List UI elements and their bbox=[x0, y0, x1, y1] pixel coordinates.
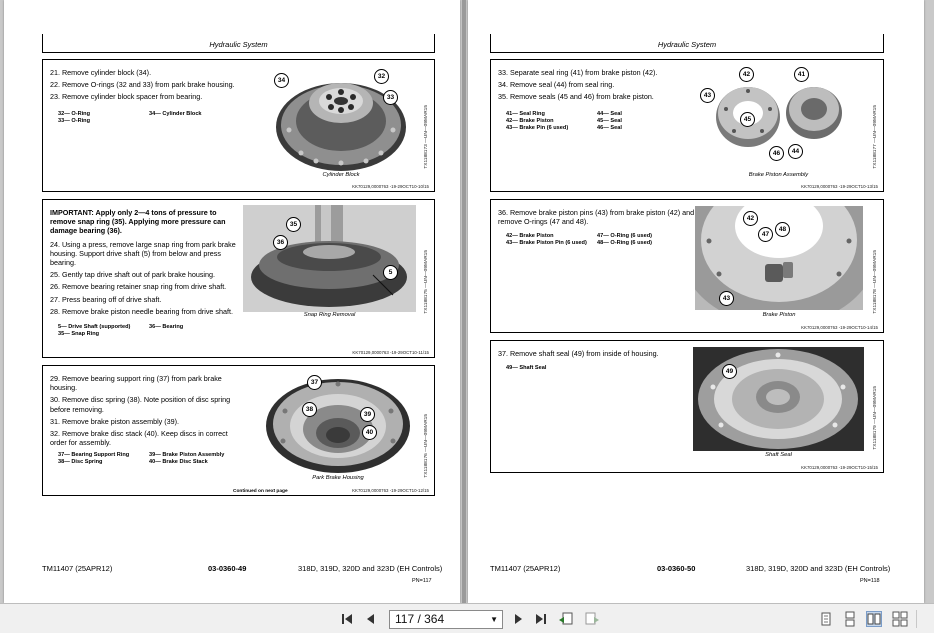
section-shaft-seal bbox=[490, 340, 884, 473]
page-header: Hydraulic System bbox=[490, 34, 884, 53]
figure-code: TX1188173 —UN—09MAR15 bbox=[424, 105, 429, 169]
callout-marker: 43 bbox=[719, 291, 734, 306]
continued-note: Continued on next page bbox=[233, 489, 288, 494]
footer-page-number: 03-0360-49 bbox=[208, 564, 247, 573]
reference-code: KK70129,0000763 -19-29OCT10-13/15 bbox=[801, 184, 878, 189]
step-text: 29. Remove bearing support ring (37) from park brake housing. bbox=[50, 374, 222, 393]
figure-caption: Shaft Seal bbox=[765, 452, 792, 458]
callout-marker: 34 bbox=[274, 73, 289, 88]
reference-code: KK70129,0000763 -19-29OCT10-12/15 bbox=[352, 488, 429, 493]
step-text: 27. Press bearing off of drive shaft. bbox=[50, 294, 162, 304]
footer-pn: PN=117 bbox=[412, 578, 432, 584]
footer-pn: PN=118 bbox=[860, 578, 880, 584]
step-text: 37. Remove shaft seal (49) from inside of housing. bbox=[498, 349, 659, 358]
first-page-icon[interactable] bbox=[340, 611, 356, 627]
callout-marker: 42 bbox=[743, 211, 758, 226]
step-text: 33. Separate seal ring (41) from brake piston (42). bbox=[498, 68, 658, 77]
reference-code: KK70129,0000763 -19-29OCT10-10/15 bbox=[352, 184, 429, 189]
figure-caption: Park Brake Housing bbox=[312, 475, 364, 481]
section-brake-piston bbox=[490, 199, 884, 333]
continuous-icon[interactable] bbox=[842, 611, 858, 627]
figure-code: TX1188177 —UN—09MAR15 bbox=[873, 105, 878, 169]
footer-models: 318D, 319D, 320D and 323D (EH Controls) bbox=[298, 564, 443, 573]
callout-marker: 48 bbox=[775, 222, 790, 237]
figure-caption: Cylinder Block bbox=[322, 172, 360, 178]
section-park-brake-housing bbox=[42, 365, 435, 496]
next-page-icon[interactable] bbox=[510, 611, 526, 627]
step-text: 25. Gently tap drive shaft out of park brake housing. bbox=[50, 270, 216, 280]
page-left bbox=[4, 0, 460, 603]
figure-caption: Brake Piston bbox=[762, 312, 796, 318]
chevron-down-icon: ▼ bbox=[490, 615, 498, 624]
callout-marker: 5 bbox=[383, 265, 398, 280]
prev-page-icon[interactable] bbox=[363, 611, 379, 627]
legend: 36— Bearing bbox=[149, 324, 184, 330]
step-text: 23. Remove cylinder block spacer from bearing. bbox=[50, 92, 203, 102]
step-text: 32. Remove brake disc stack (40). Keep discs in correct order for assembly. bbox=[50, 429, 228, 448]
legend: 34— Cylinder Block bbox=[149, 111, 202, 117]
go-forward-icon[interactable] bbox=[584, 611, 600, 627]
park-brake-housing-photo bbox=[263, 371, 413, 475]
viewer-toolbar bbox=[0, 603, 934, 633]
callout-marker: 49 bbox=[722, 364, 737, 379]
callout-marker: 44 bbox=[788, 144, 803, 159]
continuous-facing-icon[interactable] bbox=[892, 611, 908, 627]
reference-code: KK70129,0000763 -19-29OCT10-15/15 bbox=[801, 465, 878, 470]
step-text: 34. Remove seal (44) from seal ring. bbox=[498, 80, 615, 90]
step-text: 30. Remove disc spring (38). Note position of disc spring before removing. bbox=[50, 395, 231, 414]
step-text: 28. Remove brake piston needle bearing from drive shaft. bbox=[50, 306, 233, 316]
page-indicator: 117 / 364 bbox=[395, 612, 445, 626]
brake-piston-assembly-photo bbox=[696, 65, 861, 170]
step-text: 31. Remove brake piston assembly (39). bbox=[50, 416, 180, 426]
figure-caption: Snap Ring Removal bbox=[303, 312, 356, 318]
step-text: 36. Remove brake piston pins (43) from brake piston (42) and remove O-rings (47 and 48). bbox=[498, 208, 695, 227]
figure-code: TX1188176 —UN—09MAR15 bbox=[424, 414, 429, 478]
single-page-icon[interactable] bbox=[818, 611, 834, 627]
figure-caption: Brake Piston Assembly bbox=[748, 172, 809, 178]
callout-marker: 45 bbox=[740, 112, 755, 127]
footer-manual-id: TM11407 (25APR12) bbox=[42, 564, 113, 573]
section-brake-piston-assembly bbox=[490, 59, 884, 192]
callout-marker: 46 bbox=[769, 146, 784, 161]
brake-piston-photo bbox=[695, 206, 863, 310]
callout-marker: 37 bbox=[307, 375, 322, 390]
go-back-icon[interactable] bbox=[558, 611, 574, 627]
callout-marker: 32 bbox=[374, 69, 389, 84]
step-text: 35. Remove seals (45 and 46) from brake piston. bbox=[498, 92, 654, 102]
figure-code: TX1188178 —UN—09MAR15 bbox=[873, 250, 878, 314]
reference-code: KK70129,0000763 -19-29OCT10-14/15 bbox=[801, 325, 878, 330]
legend: 42— Brake Piston 43— Brake Piston Pin (6 used) bbox=[506, 233, 587, 246]
legend: 44— Seal 45— Seal 46— Seal bbox=[597, 111, 622, 131]
page-right bbox=[468, 0, 924, 603]
shaft-seal-photo bbox=[693, 347, 864, 451]
legend: 39— Brake Piston Assembly 40— Brake Disc Stack bbox=[149, 452, 225, 465]
section-snap-ring-removal bbox=[42, 199, 435, 358]
facing-pages-icon[interactable] bbox=[866, 611, 882, 627]
page-number-select[interactable] bbox=[389, 610, 503, 629]
toolbar-divider bbox=[916, 610, 917, 628]
scrollbar[interactable] bbox=[462, 0, 466, 603]
page-header: Hydraulic System bbox=[42, 34, 435, 53]
important-note: IMPORTANT: Apply only 2—4 tons of pressure to remove snap ring (35). Applying more pressure can damage bearing (36). bbox=[50, 208, 226, 236]
footer-manual-id: TM11407 (25APR12) bbox=[490, 564, 561, 573]
callout-marker: 42 bbox=[739, 67, 754, 82]
callout-marker: 41 bbox=[794, 67, 809, 82]
callout-marker: 38 bbox=[302, 402, 317, 417]
legend: 41— Seal Ring 42— Brake Piston 43— Brake Pin (6 used) bbox=[506, 111, 569, 131]
legend: 47— O-Ring (6 used) 48— O-Ring (6 used) bbox=[597, 233, 653, 246]
figure-code: TX1188179 —UN—09MAR15 bbox=[873, 386, 878, 450]
snap-ring-photo bbox=[243, 205, 416, 312]
callout-marker: 43 bbox=[700, 88, 715, 103]
figure-code: TX1188175 —UN—09MAR15 bbox=[424, 250, 429, 314]
reference-code: KK70129,0000763 -19-29OCT10-11/15 bbox=[352, 350, 429, 355]
callout-marker: 39 bbox=[360, 407, 375, 422]
footer-models: 318D, 319D, 320D and 323D (EH Controls) bbox=[746, 564, 891, 573]
callout-marker: 33 bbox=[383, 90, 398, 105]
legend: 5— Drive Shaft (supported) 35— Snap Ring bbox=[58, 324, 131, 337]
step-text: 21. Remove cylinder block (34). bbox=[50, 68, 152, 77]
callout-marker: 47 bbox=[758, 227, 773, 242]
legend: 37— Bearing Support Ring 38— Disc Spring bbox=[58, 452, 130, 465]
step-text: 26. Remove bearing retainer snap ring from drive shaft. bbox=[50, 282, 227, 292]
legend: 49— Shaft Seal bbox=[506, 365, 547, 371]
footer-page-number: 03-0360-50 bbox=[657, 564, 696, 573]
callout-marker: 40 bbox=[362, 425, 377, 440]
section-cylinder-block bbox=[42, 59, 435, 192]
last-page-icon[interactable] bbox=[532, 611, 548, 627]
legend: 32— O-Ring 33— O-Ring bbox=[58, 111, 91, 124]
step-text: 24. Using a press, remove large snap ring from park brake housing. Support drive shaft (5) from below and press bearing. bbox=[50, 239, 236, 268]
callout-marker: 35 bbox=[286, 217, 301, 232]
cylinder-block-photo bbox=[271, 65, 411, 175]
callout-marker: 36 bbox=[273, 235, 288, 250]
step-text: 22. Remove O-rings (32 and 33) from park brake housing. bbox=[50, 80, 235, 90]
